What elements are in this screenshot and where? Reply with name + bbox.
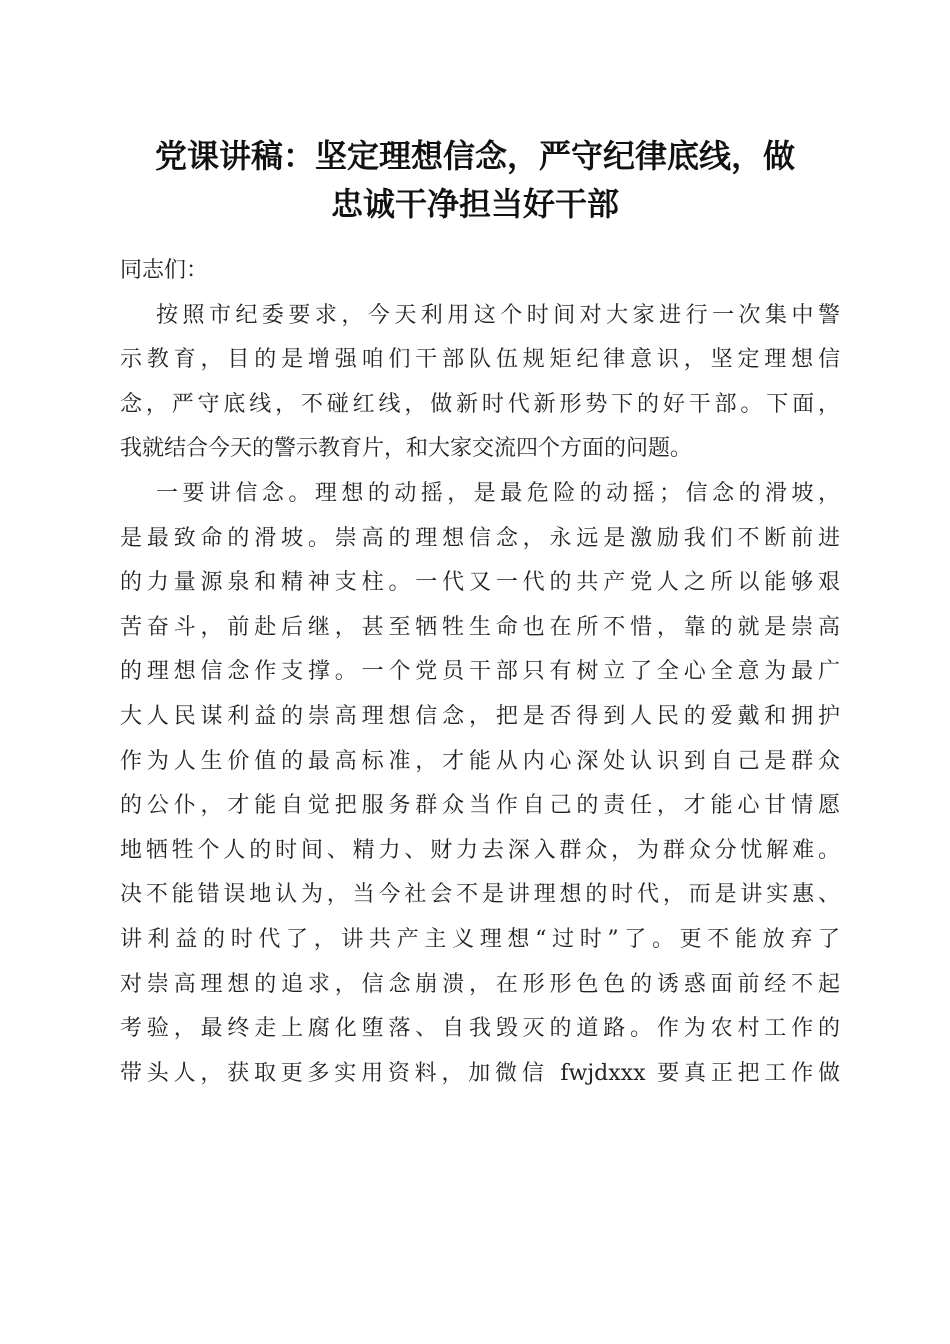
paragraph-intro bbox=[120, 294, 840, 472]
paragraph-line: 按照市纪委要求，今天利用这个时间对大家进行一次集中警 bbox=[156, 302, 840, 328]
paragraph-line: 决不能错误地认为，当今社会不是讲理想的时代，而是讲实惠、 bbox=[120, 882, 840, 908]
paragraph-line: 念，严守底线，不碰红线，做新时代新形势下的好干部。下面， bbox=[120, 391, 840, 417]
paragraph-belief bbox=[120, 472, 840, 1096]
paragraph-line: 讲利益的时代了，讲共产主义理想“过时”了。更不能放弃了 bbox=[120, 926, 840, 952]
document-body bbox=[120, 249, 840, 1096]
paragraph-line: 一要讲信念。理想的动摇，是最危险的动摇；信念的滑坡， bbox=[156, 480, 840, 506]
paragraph-line: 作为人生价值的最高标准，才能从内心深处认识到自己是群众 bbox=[120, 748, 840, 774]
title-line: 忠诚干净担当好干部 bbox=[330, 185, 619, 223]
paragraph-line: 地牺牲个人的时间、精力、财力去深入群众，为群众分忧解难。 bbox=[120, 837, 840, 863]
paragraph-line: 的力量源泉和精神支柱。一代又一代的共产党人之所以能够艰 bbox=[120, 570, 840, 596]
document-title bbox=[110, 132, 840, 228]
salutation: 同志们： bbox=[120, 258, 209, 283]
paragraph-line: 的公仆，才能自觉把服务群众当作自己的责任，才能心甘情愿 bbox=[120, 793, 840, 819]
paragraph-line: 我就结合今天的警示教育片，和大家交流四个方面的问题。 bbox=[120, 436, 693, 462]
title-line: 党课讲稿：坚定理想信念，严守纪律底线，做 bbox=[154, 137, 795, 175]
paragraph-line: 是最致命的滑坡。崇高的理想信念，永远是激励我们不断前进 bbox=[120, 525, 840, 551]
paragraph-line: 苦奋斗，前赴后继，甚至牺牲生命也在所不惜，靠的就是崇高 bbox=[120, 614, 840, 640]
paragraph-line: 大人民谋利益的崇高理想信念，把是否得到人民的爱戴和拥护 bbox=[120, 703, 840, 729]
paragraph-line: 示教育，目的是增强咱们干部队伍规矩纪律意识，坚定理想信 bbox=[120, 347, 840, 373]
paragraph-line: 对崇高理想的追求，信念崩溃，在形形色色的诱惑面前经不起 bbox=[120, 971, 840, 997]
paragraph-line: 考验，最终走上腐化堕落、自我毁灭的道路。作为农村工作的 bbox=[120, 1016, 840, 1042]
paragraph-line: 带头人，获取更多实用资料，加微信 fwjdxxx 要真正把工作做 bbox=[120, 1060, 840, 1086]
paragraph-line: 的理想信念作支撑。一个党员干部只有树立了全心全意为最广 bbox=[120, 659, 840, 685]
